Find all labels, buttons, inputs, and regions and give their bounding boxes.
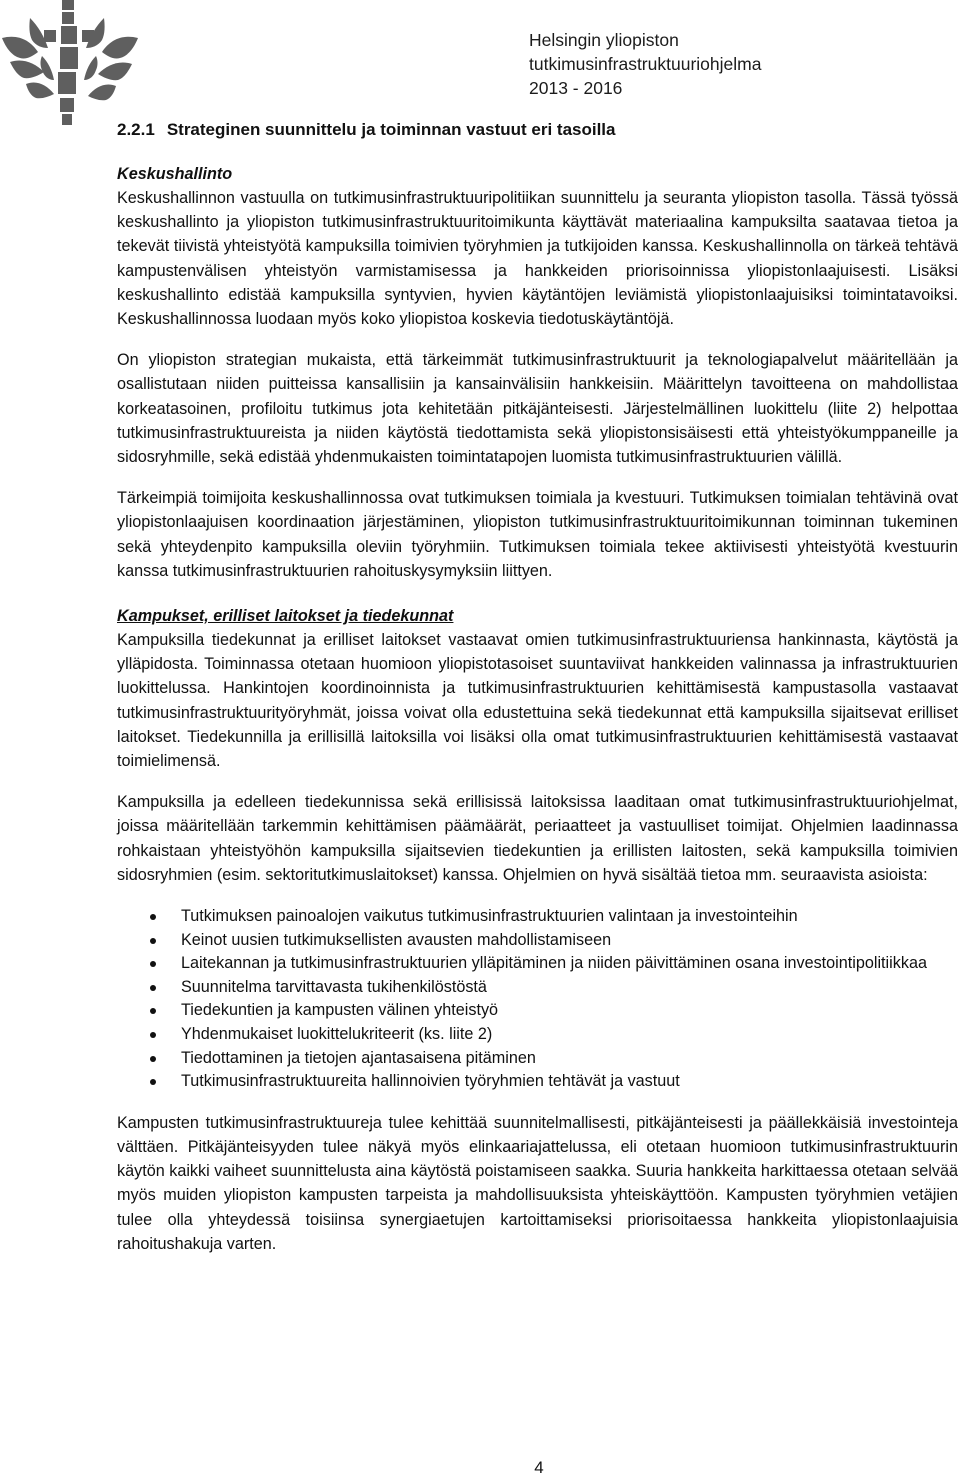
keskushallinto-heading: Keskushallinto <box>117 165 233 183</box>
list-item <box>117 1023 958 1047</box>
list-item <box>117 905 958 929</box>
document-header <box>529 28 761 100</box>
keskushallinto-paragraph-2: On yliopiston strategian mukaista, että tärkeimmät tutkimusinfrastruktuurit ja teknologiapalvelut määritellään ja osallistutaan niiden puitteissa kansallisiin ja kansainvälisiin hankkeisiin. Määrittelyn tavoitteena on mahdollistaa korkeatasoinen, profiloitu tutkimus jota kehitetään pitkäjänteisesti. Järjestelmällinen luokittelu (liite 2) helpottaa tutkimusinfrastruktuureista ja niiden käytöstä tiedottamista sekä yliopistonsisäisesti että yhteistyökumppaneille ja sidosryhmille, sekä edistää yhdenmukaisten toimintatapojen luomista tutkimusinfrastruktuurien välillä. <box>117 351 958 467</box>
list-item <box>117 976 958 1000</box>
university-logo <box>0 0 140 125</box>
kampukset-closing-paragraph: Kampusten tutkimusinfrastruktuureja tulee kehittää suunnitelmallisesti, pitkäjänteisesti ja päällekkäisiä investointeja välttäen. Pitkäjänteisyyden tulee näkyä myös elinkaariajattelussa, eli otetaan huomioon tutkimusinfrastruktuurin käytön kaikki vaiheet suunnittelusta aina käytöstä poistamiseen saakka. Suuria hankkeita harkittaessa otetaan selvää myös muiden yliopiston kampusten tarpeista ja mahdollisuuksista yhteiskäyttöön. Kampusten työryhmien vetäjien tulee olla yhteydessä toisiinsa synergiaetujen kartoittamiseksi priorisoitaessa hankkeita yliopistonlaajuisia rahoitushakuja varten. <box>117 1113 958 1253</box>
section-title: Strateginen suunnittelu ja toiminnan vastuut eri tasoilla <box>166 120 616 139</box>
flame-logo-icon <box>0 0 140 125</box>
list-item-text: Yhdenmukaiset luokittelukriteerit (ks. liite 2) <box>181 1025 493 1044</box>
kampukset-paragraph-1: Kampuksilla tiedekunnat ja erilliset laitokset vastaavat omien tutkimusinfrastruktuuriensa hankinnasta, käytöstä ja ylläpidosta. Toiminnassa otetaan huomioon yliopistotasoiset suuntaviivat hankkeiden valinnassa ja infrastruktuurien luokittelussa. Hankintojen koordinoinnista ja tutkimusinfrastruktuurien kehittämisestä kampustasolla vastaavat tutkimusinfrastruktuurityöryhmät, joissa voivat olla edustettuina sekä tiedekunnat että kampuksilla sijaitsevat erilliset laitokset. Tiedekunnilla ja erillisillä laitoksilla voi lisäksi olla omat tutkimusinfrastruktuurien kehittämisestä vastaavat toimielimensä. <box>117 631 958 771</box>
kampukset-paragraph-2: Kampuksilla ja edelleen tiedekunnissa sekä erillisissä laitoksissa laaditaan omat tutkimusinfrastruktuuriohjelmat, joissa määritellään tarkemmin kehittämisen päämäärät, periaatteet ja vastuulliset toimijat. Ohjelmien laadinnassa rohkaistaan yhteistyöhön kampuksilla sijaitsevien tiedekuntien ja erillisten laitosten, sekä kampuksilla toimivien sidosryhmien (esim. sektoritutkimuslaitokset) kanssa. Ohjelmien on hyvä sisältää tietoa mm. seuraavista asioista: <box>117 793 958 884</box>
list-item-text: Tutkimuksen painoalojen vaikutus tutkimusinfrastruktuurien valintaan ja investointeihin <box>181 907 798 926</box>
list-item <box>117 1070 958 1094</box>
list-item-text: Laitekannan ja tutkimusinfrastruktuurien ylläpitäminen ja niiden päivittäminen osana investointipolitiikkaa <box>181 954 927 973</box>
header-organization: Helsingin yliopiston <box>529 30 679 50</box>
bullet-icon <box>150 961 156 967</box>
list-item-text: Tiedekuntien ja kampusten välinen yhteistyö <box>181 1001 499 1020</box>
list-item <box>117 929 958 953</box>
section-number: 2.2.1 <box>117 120 155 139</box>
list-item-text: Tiedottaminen ja tietojen ajantasaisena pitäminen <box>181 1048 536 1067</box>
main-content <box>117 118 958 1256</box>
list-item <box>117 999 958 1023</box>
bullet-icon <box>150 914 156 920</box>
bullet-icon <box>150 1032 156 1038</box>
bullet-icon <box>150 985 156 991</box>
list-item <box>117 952 958 976</box>
bullet-icon <box>150 938 156 944</box>
header-years: 2013 - 2016 <box>529 78 623 98</box>
list-item-text: Keinot uusien tutkimuksellisten avausten mahdollistamiseen <box>181 930 612 949</box>
header-program: tutkimusinfrastruktuuriohjelma <box>529 54 762 74</box>
section-heading <box>117 118 958 142</box>
bullet-icon <box>150 1056 156 1062</box>
list-item-text: Tutkimusinfrastruktuureita hallinnoivien työryhmien tehtävät ja vastuut <box>181 1072 680 1091</box>
list-item <box>117 1047 958 1071</box>
bullet-icon <box>150 1079 156 1085</box>
program-contents-list <box>117 905 958 1094</box>
list-item-text: Suunnitelma tarvittavasta tukihenkilöstöstä <box>181 977 487 996</box>
page-number: 4 <box>534 1458 544 1477</box>
keskushallinto-paragraph-3: Tärkeimpiä toimijoita keskushallinnossa ovat tutkimuksen toimiala ja kvestuuri. Tutkimuksen toimialan tehtävinä ovat yliopistonlaajuisen koordinaation järjestäminen, yliopiston tutkimusinfrastruktuuritoimikunnan toiminnan tukeminen sekä yhteydenpito kampuksilla oleviin työryhmiin. Tutkimuksen toimiala tekee aktiivisesti yhteistyötä kvestuurin kanssa tutkimusinfrastruktuurien rahoituskysymyksiin liittyen. <box>117 489 958 580</box>
bullet-icon <box>150 1008 156 1014</box>
kampukset-heading: Kampukset, erilliset laitokset ja tiedekunnat <box>117 607 454 626</box>
keskushallinto-paragraph-1: Keskushallinnon vastuulla on tutkimusinfrastruktuuripolitiikan suunnittelu ja seuranta yliopiston tasolla. Tässä työssä keskushallinto ja yliopiston tutkimusinfrastruktuuritoimikunta käyttävät materiaalina kampuksilta saatavaa tietoa ja tekevät tiivistä yhteistyötä kampuksilla toimivien työryhmien ja tutkijoiden kanssa. Keskushallinnolla on tärkeä tehtävä kampustenvälisen yhteistyön varmistamisessa ja hankkeiden priorisoinnissa yliopistonlaajuisesti. Lisäksi keskushallinto edistää kampuksilla syntyvien, hyvien käytäntöjen leviämistä yliopistonlaajuisiksi toimintatavoiksi. Keskushallinnossa luodaan myös koko yliopistoa koskevia tiedotuskäytäntöjä. <box>117 189 958 329</box>
